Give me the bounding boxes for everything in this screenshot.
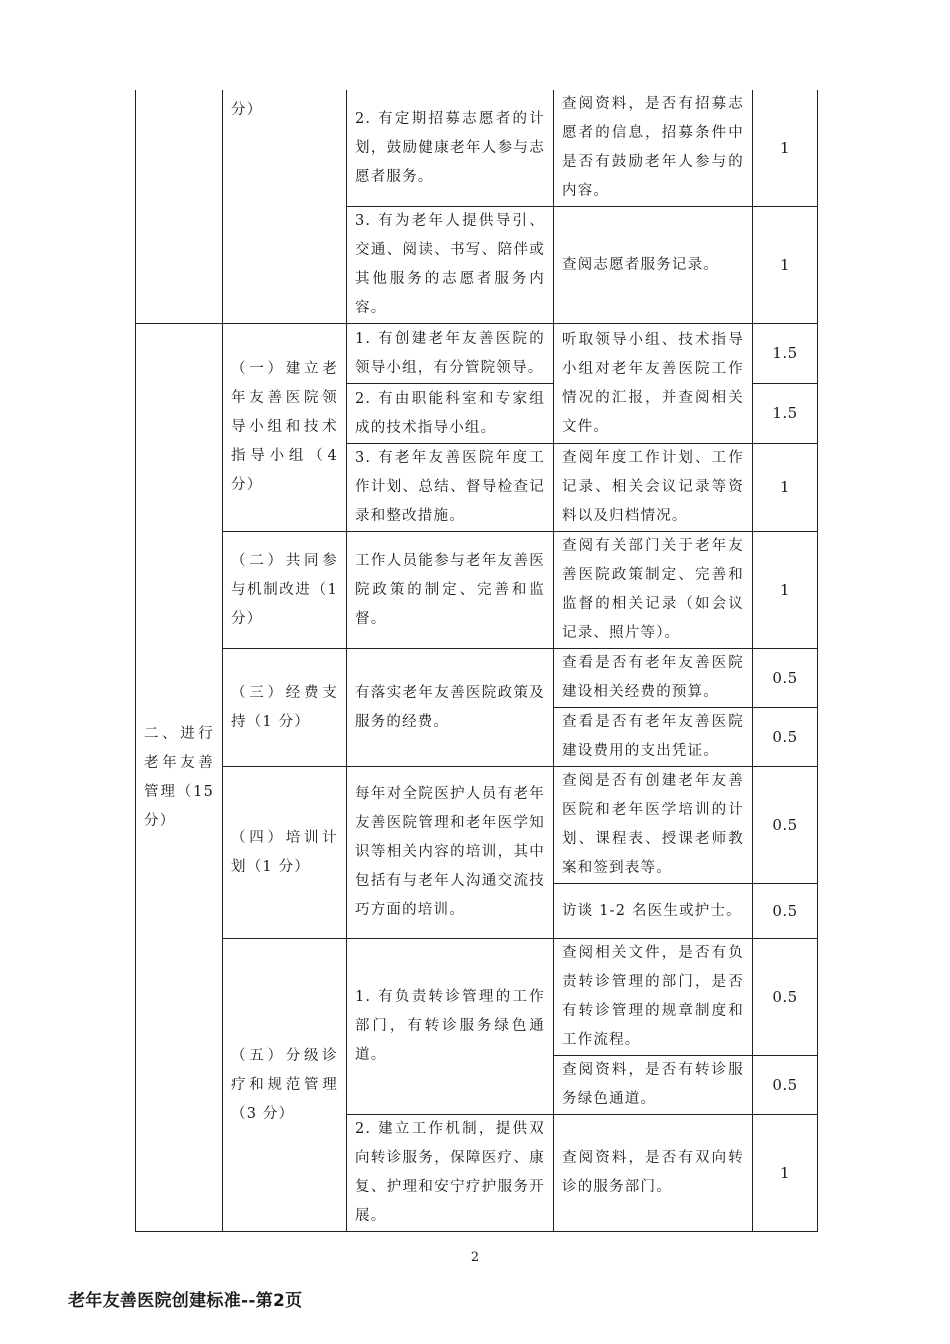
score-cell: 0.5: [753, 1056, 818, 1115]
score-cell: 0.5: [753, 708, 818, 767]
score-cell: 0.5: [753, 939, 818, 1056]
table-row: [136, 324, 818, 384]
requirement-cell: 1. 有负责转诊管理的工作部门，有转诊服务绿色通道。: [347, 939, 554, 1115]
score-cell: 0.5: [753, 884, 818, 939]
score-cell: 1: [753, 207, 818, 324]
requirement-cell: 2. 有由职能科室和专家组成的技术指导小组。: [347, 384, 554, 444]
subcategory-cell: （三）经费支持（1 分）: [223, 649, 347, 767]
category-cell: 二、进行老年友善管理（15 分）: [136, 324, 223, 1232]
score-cell: 1: [753, 444, 818, 532]
table-row: [136, 767, 818, 884]
subcategory-cell: （二）共同参与机制改进（1 分）: [223, 532, 347, 649]
subcategory-cell: （四）培训计划（1 分）: [223, 767, 347, 939]
requirement-cell: 2. 建立工作机制，提供双向转诊服务，保障医疗、康复、护理和安宁疗护服务开展。: [347, 1115, 554, 1232]
table-row: [136, 649, 818, 708]
method-cell: 查阅有关部门关于老年友善医院政策制定、完善和监督的相关记录（如会议记录、照片等）。: [554, 532, 753, 649]
method-cell: 查阅志愿者服务记录。: [554, 207, 753, 324]
subcategory-tail: 分）: [223, 90, 347, 324]
score-cell: 1.5: [753, 324, 818, 384]
method-cell: 查看是否有老年友善医院建设相关经费的预算。: [554, 649, 753, 708]
requirement-cell: 每年对全院医护人员有老年友善医院管理和老年医学知识等相关内容的培训，其中包括有与老年人沟通交流技巧方面的培训。: [347, 767, 554, 939]
method-cell: 查阅是否有创建老年友善医院和老年医学培训的计划、课程表、授课老师教案和签到表等。: [554, 767, 753, 884]
footer-title: 老年友善医院创建标准--第2页: [68, 1291, 303, 1311]
subcategory-cell: （一）建立老年友善医院领导小组和技术指导小组（4 分）: [223, 324, 347, 532]
page-number: 2: [470, 1250, 480, 1265]
score-cell: 1: [753, 1115, 818, 1232]
table-row: [136, 90, 818, 207]
subcategory-cell: （五）分级诊疗和规范管理（3 分）: [223, 939, 347, 1232]
score-cell: 1.5: [753, 384, 818, 444]
method-cell: 访谈 1-2 名医生或护士。: [554, 884, 753, 939]
category-cell-continued: [136, 90, 223, 324]
method-cell: 听取领导小组、技术指导小组对老年友善医院工作情况的汇报，并查阅相关文件。: [554, 324, 753, 444]
method-cell: 查阅年度工作计划、工作记录、相关会议记录等资料以及归档情况。: [554, 444, 753, 532]
requirement-cell: 3. 有为老年人提供导引、交通、阅读、书写、陪伴或其他服务的志愿者服务内容。: [347, 207, 554, 324]
table-row: [136, 532, 818, 649]
method-cell: 查阅资料，是否有转诊服务绿色通道。: [554, 1056, 753, 1115]
requirement-cell: 有落实老年友善医院政策及服务的经费。: [347, 649, 554, 767]
requirement-cell: 工作人员能参与老年友善医院政策的制定、完善和监督。: [347, 532, 554, 649]
table-row: [136, 939, 818, 1056]
method-cell: 查阅相关文件，是否有负责转诊管理的部门，是否有转诊管理的规章制度和工作流程。: [554, 939, 753, 1056]
method-cell: 查阅资料，是否有双向转诊的服务部门。: [554, 1115, 753, 1232]
assessment-table: [135, 90, 818, 1232]
requirement-cell: 2. 有定期招募志愿者的计划，鼓励健康老年人参与志愿者服务。: [347, 90, 554, 207]
score-cell: 0.5: [753, 649, 818, 708]
score-cell: 1: [753, 90, 818, 207]
requirement-cell: 1. 有创建老年友善医院的领导小组，有分管院领导。: [347, 324, 554, 384]
score-cell: 0.5: [753, 767, 818, 884]
method-cell: 查阅资料，是否有招募志愿者的信息，招募条件中是否有鼓励老年人参与的内容。: [554, 90, 753, 207]
method-cell: 查看是否有老年友善医院建设费用的支出凭证。: [554, 708, 753, 767]
requirement-cell: 3. 有老年友善医院年度工作计划、总结、督导检查记录和整改措施。: [347, 444, 554, 532]
score-cell: 1: [753, 532, 818, 649]
